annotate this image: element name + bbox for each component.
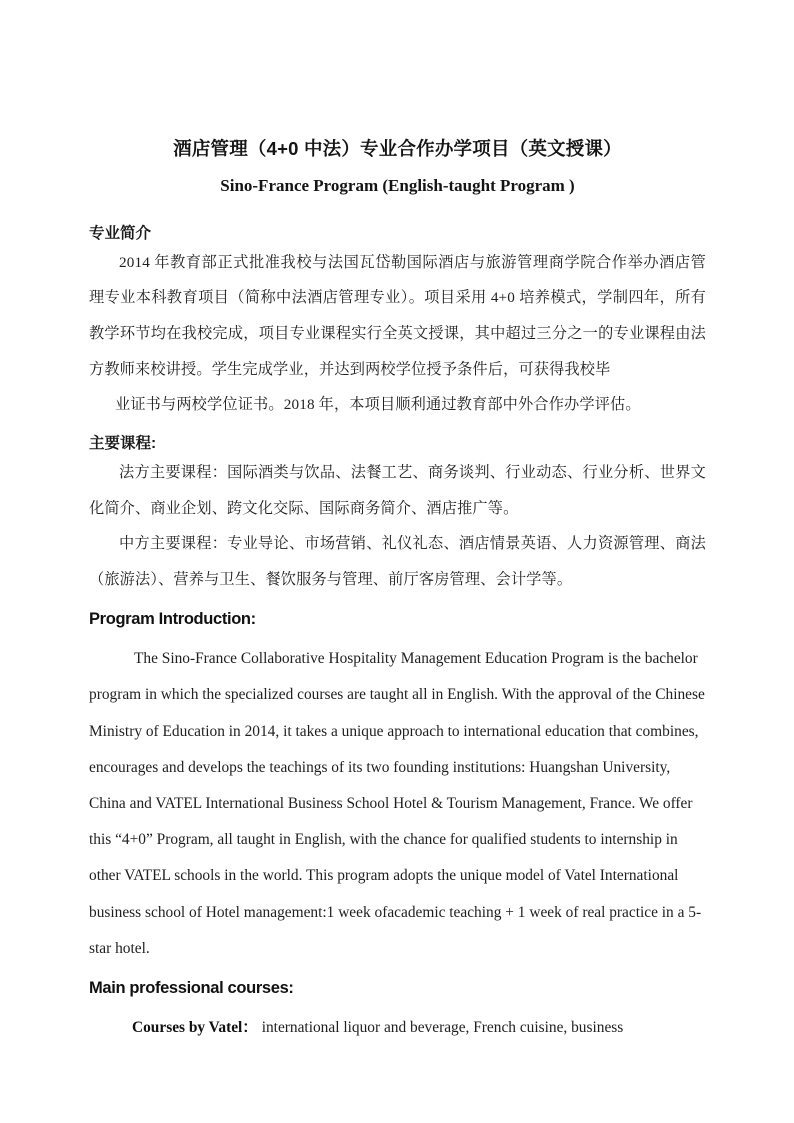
courses-by-vatel-label: Courses by Vatel： [132,1018,258,1036]
heading-program-overview-cn: 专业简介 [89,224,152,242]
heading-main-courses-cn: 主要课程: [89,434,157,452]
overview-body-main: 2014 年教育部正式批准我校与法国瓦岱勒国际酒店与旅游管理商学院合作举办酒店管理专业本科教育项目（简称中法酒店管理专业）。项目采用 4+0 培养模式，学制四年，所有教学环节均在我校完成，项目专业课程实行全英文授课，其中超过三分之一的专业课程由法方教师来校讲授。学生完成学业，并达到两校学位授予条件后，可获得我校毕 [89,253,706,378]
courses-by-vatel-list: international liquor and beverage, French cuisine, business [261,1018,624,1036]
paragraph-program-overview-cn [89,245,706,423]
paragraph-program-introduction-en: The Sino-France Collaborative Hospitality Management Education Program is the bachelor program in which the specialized courses are taught all in English. With the approval of the Chinese Ministry of Education in 2014, it takes a unique approach to international education that combines, encourages and develops the teachings of its two founding institutions: Huangshan University, China and VATEL International Business School Hotel & Tourism Management, France. We offer this “4+0” Program, all taught in English, with the chance for qualified students to internship in other VATEL schools in the world. This program adopts the unique model of Vatel International business school of Hotel management:1 week ofacademic teaching + 1 week of real practice in a 5-star hotel. [89,650,705,957]
paragraph-france-courses-cn: 法方主要课程：国际酒类与饮品、法餐工艺、商务谈判、行业动态、行业分析、世界文化简介、商业企划、跨文化交际、国际商务简介、酒店推广等。 [89,464,706,517]
overview-body-tail: 业证书与两校学位证书。2018 年，本项目顺利通过教育部中外合作办学评估。 [115,396,641,414]
paragraph-china-courses-cn: 中方主要课程：专业导论、市场营销、礼仪礼态、酒店情景英语、人力资源管理、商法（旅游法）、营养与卫生、餐饮服务与管理、前厅客房管理、会计学等。 [89,535,706,588]
paragraph-courses-by-vatel [89,1001,706,1045]
document-content [89,0,706,1045]
page-title-english: Sino-France Program (English-taught Program ) [220,175,575,195]
heading-main-professional-courses-en: Main professional courses: [89,979,294,998]
heading-program-introduction-en: Program Introduction: [89,610,256,629]
page-title-chinese: 酒店管理（4+0 中法）专业合作办学项目（英文授课） [173,138,622,159]
